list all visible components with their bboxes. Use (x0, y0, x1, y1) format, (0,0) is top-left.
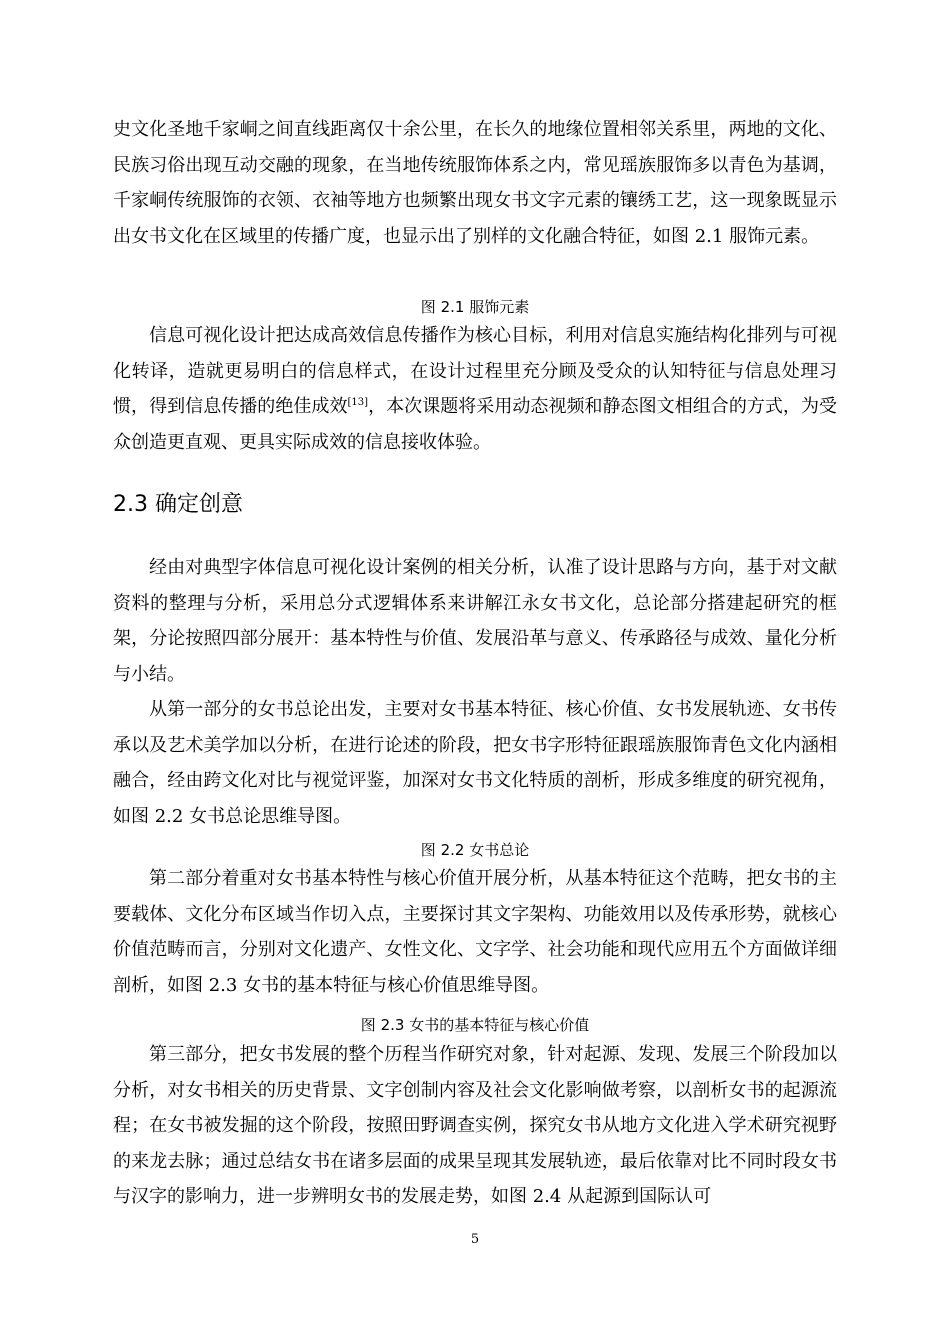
paragraph-part-one: 从第一部分的女书总论出发，主要对女书基本特征、核心价值、女书发展轨迹、女书传承以及艺术美学加以分析，在进行论述的阶段，把女书字形特征跟瑶族服饰青色文化内涵相融合，经由跨文化对比与视觉评鉴，加深对女书文化特质的剖析，形成多维度的研究视角，如图 2.2 女书总论思维导图。 (113, 699, 837, 827)
text-block-clothing (113, 112, 837, 254)
text-block-part-three (113, 1037, 837, 1215)
figure-2-2-caption: 图 2.2 女书总论 (420, 841, 530, 859)
paragraph-design-approach: 经由对典型字体信息可视化设计案例的相关分析，认准了设计思路与方向，基于对文献资料的整理与分析，采用总分式逻辑体系来讲解江永女书文化，总论部分搭建起研究的框架，分论按照四部分展开：基本特性与价值、发展沿革与意义、传承路径与成效、量化分析与小结。 (113, 557, 837, 685)
text-block-creative (113, 550, 837, 834)
text-block-info-visualization (113, 318, 837, 460)
paragraph-clothing-elements: 史文化圣地千家峒之间直线距离仅十余公里，在长久的地缘位置相邻关系里，两地的文化、民族习俗出现互动交融的现象，在当地传统服饰体系之内，常见瑶族服饰多以青色为基调，千家峒传统服饰的衣领、衣袖等地方也频繁出现女书文字元素的镶绣工艺，这一现象既显示出女书文化在区域里的传播广度，也显示出了别样的文化融合特征，如图 2.1 服饰元素。 (113, 119, 837, 247)
paragraph-part-three: 第三部分，把女书发展的整个历程当作研究对象，针对起源、发现、发展三个阶段加以分析，对女书相关的历史背景、文字创制内容及社会文化影响做考察，以剖析女书的起源流程；在女书被发掘的这个阶段，按照田野调查实例，探究女书从地方文化进入学术研究视野的来龙去脉；通过总结女书在诸多层面的成果呈现其发展轨迹，最后依靠对比不同时段女书与汉字的影响力，进一步辨明女书的发展走势，如图 2.4 从起源到国际认可 (113, 1044, 837, 1207)
section-heading-2-3: 2.3 确定创意 (113, 492, 243, 517)
figure-2-1-caption: 图 2.1 服饰元素 (420, 298, 530, 316)
citation-13: [13] (347, 397, 369, 408)
paragraph-info-visualization-rest: ，本次课题将采用动态视频和静态图文相组合的方式，为受众创造更直观、更具实际成效的信息接收体验。 (113, 396, 838, 453)
paragraph-info-visualization (113, 318, 837, 460)
page-number: 5 (470, 1232, 480, 1247)
figure-2-3-caption: 图 2.3 女书的基本特征与核心价值 (360, 1016, 590, 1034)
paragraph-part-two: 第二部分着重对女书基本特性与核心价值开展分析，从基本特征这个范畴，把女书的主要载体、文化分布区域当作切入点，主要探讨其文字架构、功能效用以及传承形势，就核心价值范畴而言，分别对文化遗产、女性文化、文字学、社会功能和现代应用五个方面做详细剖析，如图 2.3 女书的基本特征与核心价值思维导图。 (113, 868, 837, 996)
text-block-part-two (113, 861, 837, 1003)
paragraph-info-visualization-main: 信息可视化设计把达成高效信息传播作为核心目标，利用对信息实施结构化排列与可视化转译，造就更易明白的信息样式，在设计过程里充分顾及受众的认知特征与信息处理习惯，得到信息传播的绝佳成效 (113, 325, 837, 417)
